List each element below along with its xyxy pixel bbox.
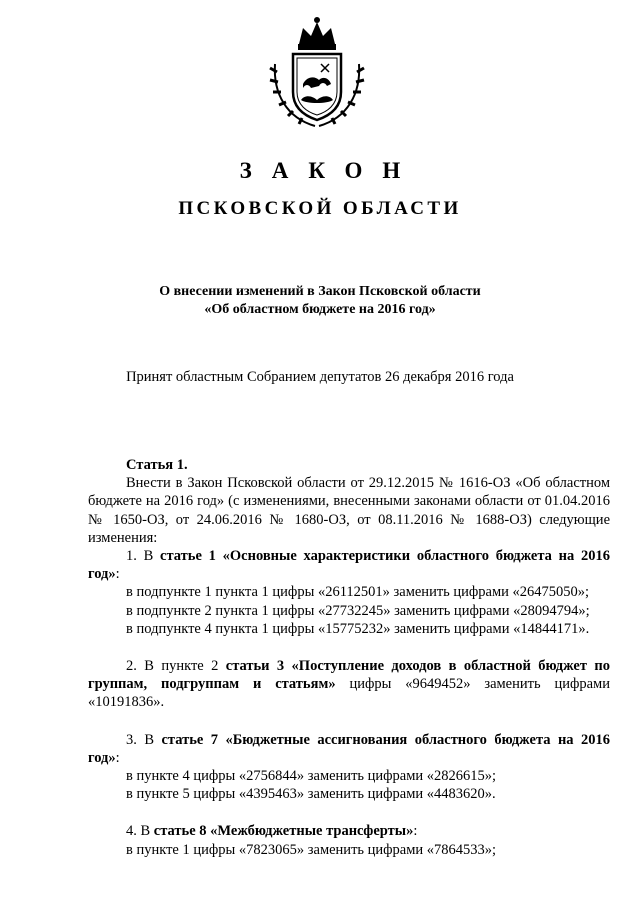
article-intro: Внести в Закон Псковской области от 29.12.2015 № 1616-ОЗ «Об областном бюджете на 2016 год» (с изменениями, внесенными законами области от 01.04.2016 № 1650-ОЗ, от 24.06.2016 № 1680-ОЗ, от 08.11.2016 № 1688-ОЗ) следующие изменения: [88,475,610,546]
document-title: ЗАКОН [239,158,421,183]
spacer [88,803,610,822]
adoption-statement: Принят областным Собранием депутатов 26 декабря 2016 года [126,369,514,385]
item-3-line-1: в пункте 4 цифры «2756844» заменить цифрами «2826615»; [126,768,497,785]
spacer [88,638,610,657]
item-1-line-3: в подпункте 4 пункта 1 цифры «15775232» заменить цифрами «14844171». [126,620,590,637]
item-4-suffix: : [413,823,418,840]
item-2-suffix: цифры «9649452» заменить цифрами «10191836». [88,676,610,711]
item-3-line-2: в пункте 5 цифры «4395463» заменить цифрами «4483620». [126,786,496,803]
item-1-suffix: : [115,566,120,583]
item-2-prefix: 2. В пункте 2 [126,658,226,675]
item-4-prefix: 4. В [126,823,154,840]
item-3 [88,731,610,767]
item-1-line-2: в подпункте 2 пункта 1 цифры «27732245» заменить цифрами «28094794»; [126,602,590,619]
item-4 [88,822,610,840]
item-1-prefix: 1. В [126,548,161,565]
subject-line-2: «Об областном бюджете на 2016 год» [204,302,436,317]
document-body [88,456,610,859]
spacer [88,712,610,731]
item-4-line-1: в пункте 1 цифры «7823065» заменить цифрами «7864533»; [126,841,497,858]
coat-of-arms-icon [265,14,369,132]
item-4-reference: статье 8 «Межбюджетные трансферты» [153,823,414,840]
law-subject [0,283,640,319]
article-heading: Статья 1. [126,457,188,473]
region-title: ПСКОВСКОЙ ОБЛАСТИ [178,198,462,219]
subject-line-1: О внесении изменений в Закон Псковской области [159,284,481,299]
item-1-reference: статье 1 «Основные характеристики областного бюджета на 2016 год» [88,548,610,583]
item-3-suffix: : [115,749,120,766]
item-3-prefix: 3. В [126,731,162,748]
item-2-reference: статьи 3 «Поступление доходов в областной бюджет по группам, подгруппам и статьям» [88,658,610,693]
item-1 [88,547,610,583]
item-1-line-1: в подпункте 1 пункта 1 цифры «26112501» заменить цифрами «26475050»; [126,584,590,601]
item-2 [88,657,610,712]
item-3-reference: статье 7 «Бюджетные ассигнования областного бюджета на 2016 год» [88,731,611,766]
